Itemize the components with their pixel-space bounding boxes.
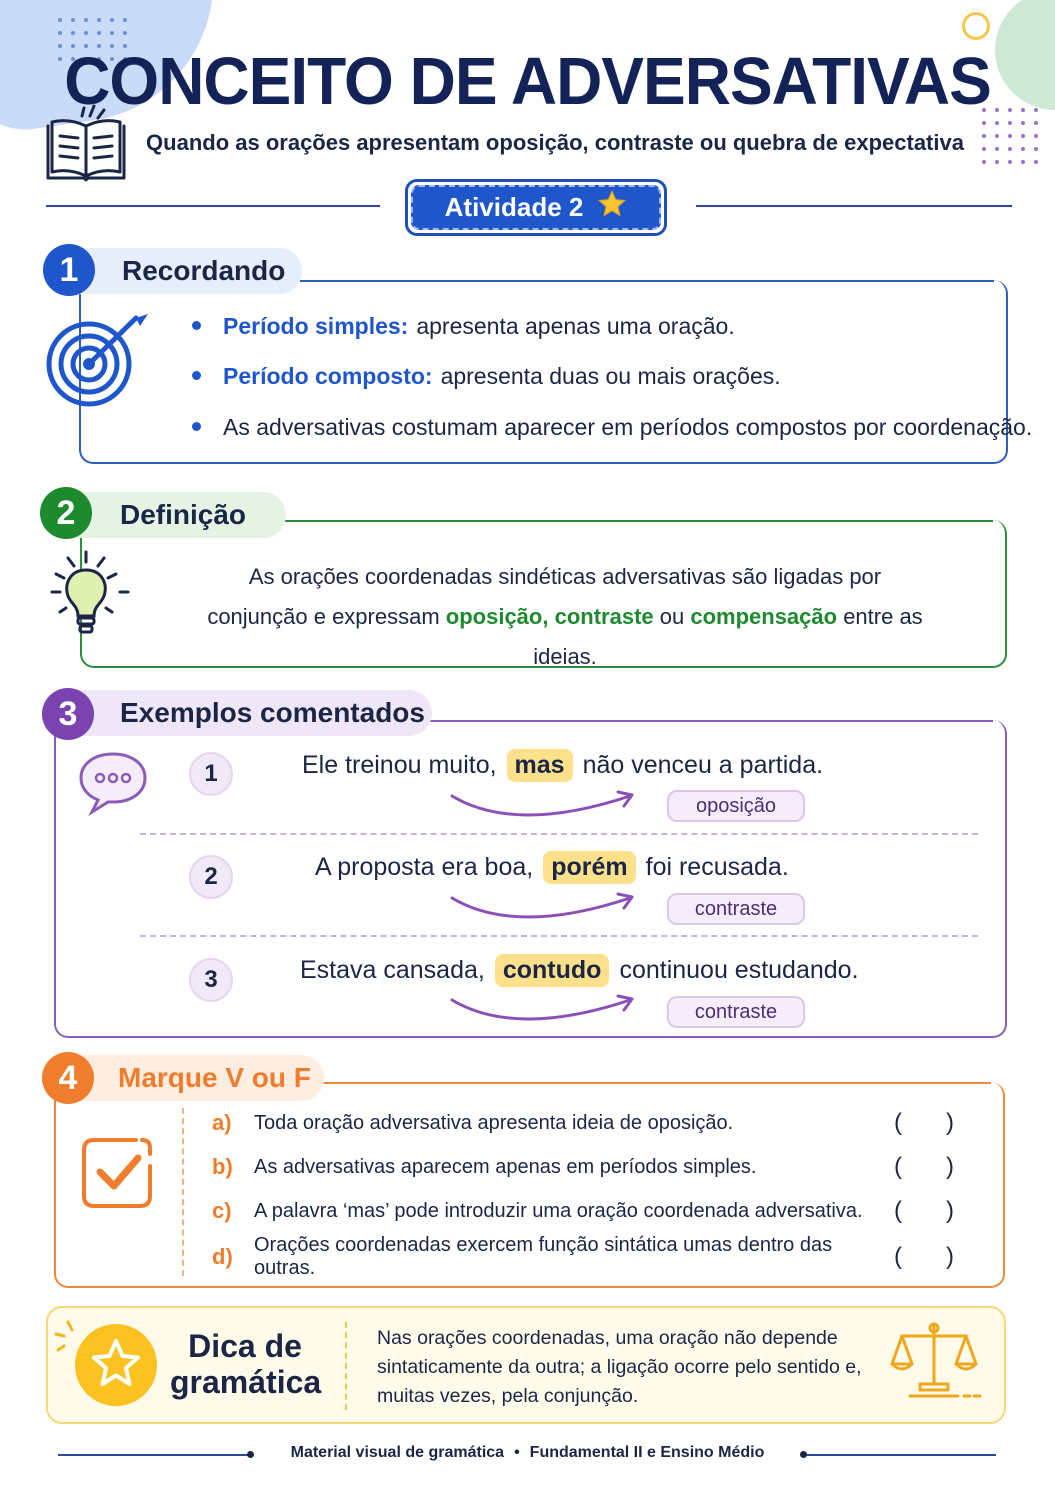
conjunction-highlight: porém bbox=[543, 851, 635, 884]
answer-parentheses[interactable]: ( ) bbox=[894, 1197, 954, 1224]
list-item: As adversativas costumam aparecer em períodos compostos por coordenação. bbox=[192, 414, 1032, 441]
scale-icon bbox=[890, 1320, 982, 1404]
example-tag: oposição bbox=[667, 790, 805, 822]
example-sentence: Ele treinou muito, mas não venceu a partida. bbox=[302, 749, 823, 782]
chat-bubble-icon bbox=[78, 750, 148, 820]
marque-number: 4 bbox=[42, 1052, 94, 1104]
marque-title-tab bbox=[66, 1055, 324, 1101]
example-number: 2 bbox=[189, 855, 233, 899]
recordando-box-top bbox=[300, 280, 994, 282]
footer bbox=[0, 1444, 1055, 1462]
tip-divider bbox=[345, 1322, 347, 1410]
vf-list bbox=[212, 1108, 954, 1279]
recordando-title: Recordando bbox=[122, 255, 286, 286]
recordando-list bbox=[192, 313, 1032, 458]
page-subtitle: Quando as orações apresentam oposição, contraste ou quebra de expectativa bbox=[146, 130, 964, 155]
list-item: Período composto: apresenta duas ou mais orações. bbox=[192, 363, 1032, 390]
example-sentence: Estava cansada, contudo continuou estudando. bbox=[300, 954, 859, 987]
arrow-icon bbox=[446, 890, 642, 930]
exemplos-number: 3 bbox=[42, 688, 94, 740]
tip-text: Nas orações coordenadas, uma oração não depende sintaticamente da outra; a ligação ocorre pelo sentido e, muitas vezes, pela conjunção. bbox=[377, 1327, 862, 1407]
ring-decoration bbox=[962, 12, 990, 40]
answer-parentheses[interactable]: ( ) bbox=[894, 1243, 954, 1270]
exemplos-title: Exemplos comentados bbox=[120, 697, 425, 728]
vf-item: c) A palavra ‘mas’ pode introduzir uma oração coordenada adversativa. ( ) bbox=[212, 1197, 954, 1224]
answer-parentheses[interactable]: ( ) bbox=[894, 1153, 954, 1180]
star-icon bbox=[74, 1323, 158, 1411]
vf-item: d) Orações coordenadas exercem função sintática umas dentro das outras. ( ) bbox=[212, 1234, 954, 1279]
recordando-title-tab bbox=[70, 248, 302, 294]
conjunction-highlight: contudo bbox=[495, 954, 610, 987]
page-title: CONCEITO DE ADVERSATIVAS bbox=[64, 43, 991, 119]
lightbulb-icon bbox=[46, 548, 142, 644]
arrow-icon bbox=[446, 788, 642, 828]
example-divider bbox=[140, 935, 978, 937]
example-tag: contraste bbox=[667, 996, 805, 1028]
answer-parentheses[interactable]: ( ) bbox=[894, 1109, 954, 1136]
conjunction-highlight: mas bbox=[507, 749, 573, 782]
header-divider-right bbox=[696, 205, 1012, 207]
vf-item: b) As adversativas aparecem apenas em períodos simples. ( ) bbox=[212, 1153, 954, 1180]
tip-title: Dica de gramática bbox=[170, 1328, 322, 1400]
definicao-number: 2 bbox=[40, 487, 92, 539]
definicao-text: As orações coordenadas sindéticas adversativas são ligadas por conjunção e expressam oposição, contraste ou compensação entre as ideias. bbox=[207, 564, 923, 669]
star-icon bbox=[597, 189, 627, 226]
footer-separator: • bbox=[514, 1444, 520, 1461]
definicao-title-tab bbox=[68, 492, 286, 538]
exemplos-box-top bbox=[430, 720, 993, 722]
activity-badge bbox=[405, 179, 667, 236]
footer-left-text: Material visual de gramática bbox=[290, 1444, 505, 1461]
example-number: 3 bbox=[189, 958, 233, 1002]
example-tag: contraste bbox=[667, 893, 805, 925]
definicao-box-top bbox=[284, 520, 993, 522]
definicao-title: Definição bbox=[120, 499, 247, 530]
example-number: 1 bbox=[189, 752, 233, 796]
checkbox-icon bbox=[80, 1136, 156, 1216]
activity-badge-label: Atividade 2 bbox=[444, 192, 584, 222]
marque-title: Marque V ou F bbox=[118, 1062, 311, 1093]
marque-divider bbox=[182, 1108, 184, 1276]
header-divider-left bbox=[46, 205, 380, 207]
example-sentence: A proposta era boa, porém foi recusada. bbox=[315, 851, 789, 884]
marque-box-top bbox=[322, 1082, 991, 1084]
vf-item: a) Toda oração adversativa apresenta ideia de oposição. ( ) bbox=[212, 1109, 954, 1136]
recordando-number: 1 bbox=[43, 244, 95, 296]
example-divider bbox=[140, 833, 978, 835]
list-item: Período simples: apresenta apenas uma oração. bbox=[192, 313, 1032, 340]
target-icon bbox=[44, 304, 154, 418]
footer-right-text: Fundamental II e Ensino Médio bbox=[529, 1444, 765, 1461]
exemplos-title-tab bbox=[68, 690, 432, 736]
arrow-icon bbox=[446, 992, 642, 1032]
